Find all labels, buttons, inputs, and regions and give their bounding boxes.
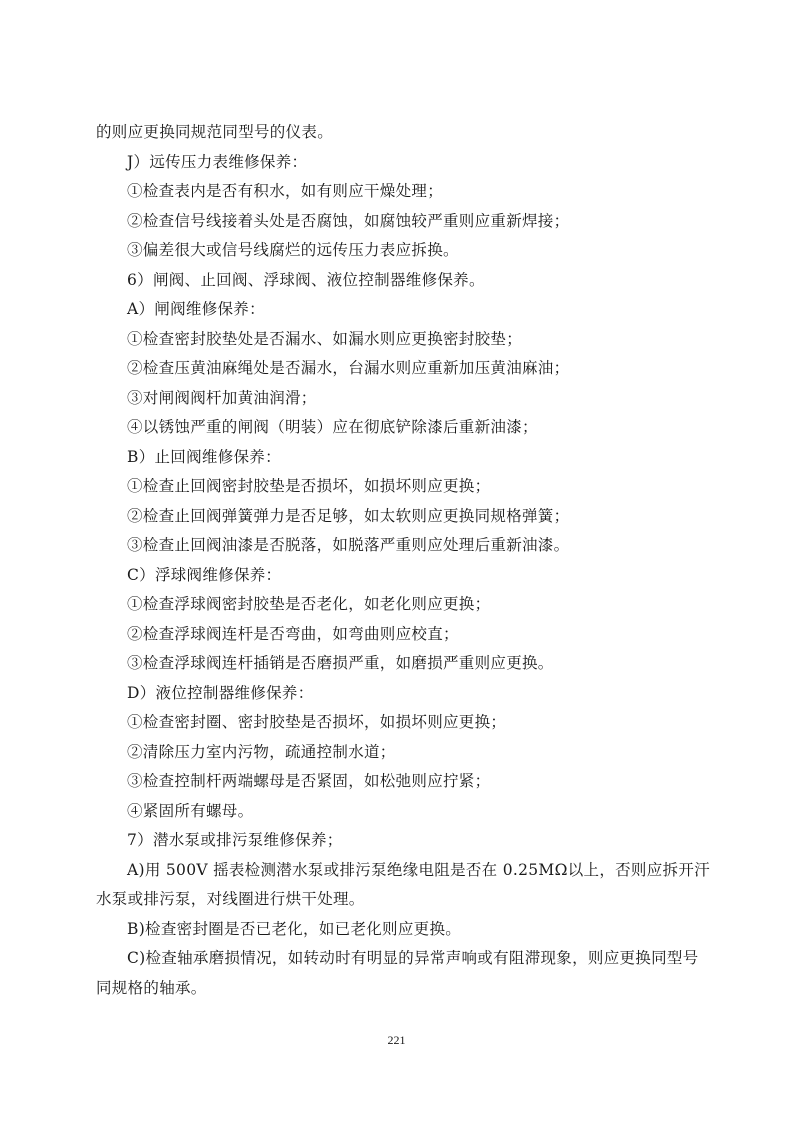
text-line: ④紧固所有螺母。 [127, 801, 254, 820]
text-line: ②检查止回阀弹簧弹力是否足够，如太软则应更换同规格弹簧； [127, 506, 570, 525]
text-line: ④以锈蚀严重的闸阀（明装）应在彻底铲除漆后重新油漆； [127, 418, 538, 436]
text-line: C）浮球阀维修保养： [127, 565, 282, 584]
text-line: 的则应更换同规范同型号的仪表。 [96, 123, 334, 141]
text-line: ③检查控制杆两端螺母是否紧固，如松弛则应拧紧； [127, 772, 491, 790]
text-line: ③偏差很大或信号线腐烂的远传压力表应拆换。 [127, 241, 459, 259]
text-line: D）液位控制器维修保养： [127, 683, 314, 702]
text-line: B）止回阀维修保养： [127, 447, 281, 466]
text-line: B)检查密封圈是否已老化，如已老化则应更换。 [127, 919, 462, 938]
text-line: ②检查浮球阀连杆是否弯曲，如弯曲则应校直； [127, 624, 459, 643]
text-line: ①检查表内是否有积水，如有则应干燥处理； [127, 182, 444, 200]
text-line: 水泵或排污泵，对线圈进行烘干处理。 [96, 890, 365, 908]
page-number: 221 [387, 1033, 406, 1047]
body-text [96, 118, 716, 1003]
text-line: ②检查压黄油麻绳处是否漏水，台漏水则应重新加压黄油麻油； [127, 359, 570, 377]
text-line: 同规格的轴承。 [96, 978, 207, 997]
text-line: A)用 500V 摇表检测潜水泵或排污泵绝缘电阻是否在 0.25MΩ以上，否则应拆开汗 [127, 860, 710, 879]
text-line: J）远传压力表维修保养： [127, 152, 308, 171]
text-line: ②清除压力室内污物，疏通控制水道； [127, 742, 396, 761]
text-line: ①检查密封胶垫处是否漏水、如漏水则应更换密封胶垫； [127, 329, 523, 348]
text-line: ③检查浮球阀连杆插销是否磨损严重，如磨损严重则应更换。 [127, 654, 554, 672]
text-line: ①检查密封圈、密封胶垫是否损坏，如损坏则应更换； [127, 713, 507, 731]
text-line: 6）闸阀、止回阀、浮球阀、液位控制器维修保养。 [127, 270, 485, 289]
text-line: ①检查浮球阀密封胶垫是否老化，如老化则应更换； [127, 595, 491, 613]
text-line: ③检查止回阀油漆是否脱落，如脱落严重则应处理后重新油漆。 [127, 536, 570, 554]
text-line: C)检查轴承磨损情况，如转动时有明显的异常声响或有阻滞现象，则应更换同型号 [127, 949, 699, 967]
text-line: A）闸阀维修保养： [127, 300, 265, 318]
text-line: ②检查信号线接着头处是否腐蚀，如腐蚀较严重则应重新焊接； [127, 211, 570, 230]
text-line: ①检查止回阀密封胶垫是否损坏，如损坏则应更换； [127, 477, 491, 495]
text-line: 7）潜水泵或排污泵维修保养； [127, 831, 343, 849]
text-line: ③对闸阀阀杆加黄油润滑； [127, 388, 317, 407]
